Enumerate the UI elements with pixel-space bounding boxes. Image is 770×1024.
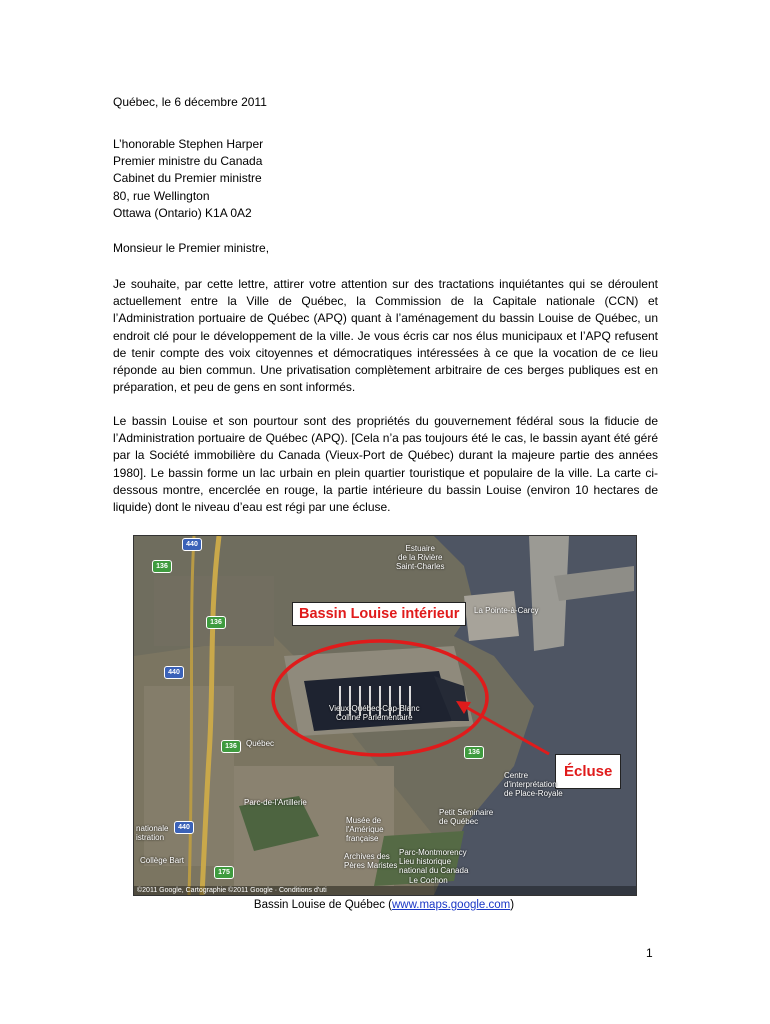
map-label-archives: Archives des Pères Maristes <box>344 852 398 870</box>
map-label-interpretation: Centre d'interprétation de Place-Royale <box>504 771 563 798</box>
maps-link[interactable]: www.maps.google.com <box>392 899 511 911</box>
page-number: 1 <box>646 946 653 960</box>
recipient-line: 80, rue Wellington <box>113 188 210 203</box>
highway-shield: 175 <box>214 866 234 879</box>
highway-shield: 440 <box>182 538 202 551</box>
recipient-line: L’honorable Stephen Harper <box>113 137 264 151</box>
letter-date: Québec, le 6 décembre 2011 <box>113 95 267 109</box>
highway-shield: 136 <box>152 560 172 573</box>
map-label-seminaire: Petit Séminaire de Québec <box>439 808 494 826</box>
paragraph-1: Je souhaite, par cette lettre, attirer votre attention sur des tractations inquiétantes qui se déroulent actuellement entre la Ville de Québec, la Commission de la Capitale nationale (CCN) et l’Administration portuaire de Québec (APQ) quant à l’aménagement du bassin Louise de Québec, un endroit clé pour le développement de la ville. Je vous écris car nos élus municipaux et l’APQ refusent de tenir compte des voix citoyennes et démocratiques intéressées à ce que la vocation de ce lieu réponde au bien commun. Une privatisation complètement arbitraire de ces berges publiques est en préparation, et peu de gens en sont informés. <box>113 277 658 395</box>
map-label-cochon: Le Cochon <box>409 876 448 885</box>
map-label-estuaire: Estuaire de la Rivière Saint-Charles <box>396 544 445 571</box>
recipient-line: Cabinet du Premier ministre <box>113 171 262 186</box>
highway-shield: 136 <box>206 616 226 629</box>
map-label-quebec: Québec <box>246 739 275 748</box>
highway-shield: 440 <box>174 821 194 834</box>
satellite-map <box>133 535 637 896</box>
label-bassin-louise: Bassin Louise intérieur <box>292 602 466 626</box>
highway-shield: 440 <box>164 666 184 679</box>
recipient-line: Ottawa (Ontario) K1A 0A2 <box>113 205 252 220</box>
caption-text: Bassin Louise de Québec ( <box>253 899 392 911</box>
map-label-musee: Musée de l'Amérique française <box>346 816 384 843</box>
highway-shield: 136 <box>221 740 241 753</box>
caption-suffix: ) <box>510 899 515 911</box>
map-label-college: Collège Bart <box>140 856 185 865</box>
map-label-vieux-quebec: Vieux-Québec-Cap-Blanc Colline Parlementaire <box>329 704 420 722</box>
highway-shield: 136 <box>464 746 484 759</box>
map-copyright: ©2011 Google, Cartographie ©2011 Google · Conditions d'uti <box>134 886 636 895</box>
map-caption <box>133 899 635 911</box>
label-ecluse: Écluse <box>555 754 621 789</box>
paragraph-2: Le bassin Louise et son pourtour sont des propriétés du gouvernement fédéral sous la fiducie de l’Administration portuaire de Québec (APQ). [Cela n’a pas toujours été le cas, le bassin ayant été géré par la Société immobilière du Canada (Vieux-Port de Québec) durant la majeure partie des années 1980]. Le bassin forme un lac urbain en plein quartier touristique et populaire de la ville. La carte ci-dessous montre, encerclée en rouge, la partie intérieure du bassin Louise (environ 10 hectares de liquide) dont le niveau d’eau est régi par une écluse. <box>113 414 658 515</box>
map-label-pointe: La Pointe-à-Carcy <box>474 606 539 615</box>
map-label-parc-montmorency: Parc-Montmorency Lieu historique national du Canada <box>399 848 469 875</box>
recipient-address <box>113 136 658 222</box>
salutation: Monsieur le Premier ministre, <box>113 241 270 255</box>
map-label-nationale: nationale istration <box>136 824 169 842</box>
map-label-parc-artillerie: Parc-de-l'Artillerie <box>244 798 307 807</box>
recipient-line: Premier ministre du Canada <box>113 154 263 169</box>
